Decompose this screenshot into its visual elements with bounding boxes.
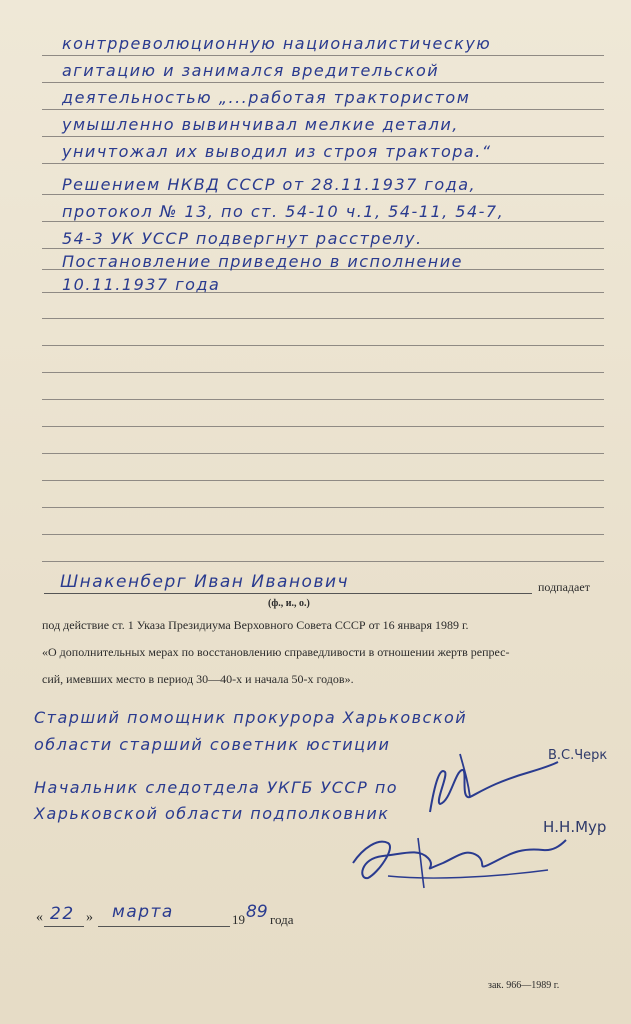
day-underline	[44, 926, 84, 927]
ruled-line	[42, 109, 604, 110]
decision-line: Решением НКВД СССР от 28.11.1937 года,	[62, 175, 477, 194]
prosecutor-title-line: области старший советник юстиции	[34, 735, 391, 754]
ruled-line	[42, 399, 604, 400]
fio-caption: (ф., и., о.)	[268, 598, 310, 609]
decision-line: 10.11.1937 года	[62, 275, 221, 294]
ruled-line	[42, 136, 604, 137]
rehab-text-line: «О дополнительных мерах по восстановлению справедливости в отношении жертв репрес-	[42, 645, 510, 659]
date-month: марта	[112, 902, 174, 922]
date-day: 22	[50, 904, 75, 924]
body-line: уничтожал их выводил из строя трактора.“	[62, 142, 492, 161]
year-prefix: 19	[232, 912, 245, 927]
ruled-line	[42, 345, 604, 346]
kgb-title-line: Харьковской области подполковник	[34, 804, 390, 823]
podpadaet-label: подпадает	[538, 580, 590, 594]
ruled-line	[42, 426, 604, 427]
ruled-line	[42, 248, 604, 249]
ruled-line	[42, 534, 604, 535]
ruled-line	[42, 453, 604, 454]
ruled-line	[42, 372, 604, 373]
body-line: умышленно вывинчивал мелкие детали,	[62, 115, 459, 134]
decision-line: Постановление приведено в исполнение	[62, 252, 464, 271]
body-line: деятельностью „...работая трактористом	[62, 88, 471, 107]
body-line: контрреволюционную националистическую	[62, 34, 492, 53]
body-line: агитацию и занимался вредительской	[62, 61, 440, 80]
decision-line: протокол № 13, по ст. 54-10 ч.1, 54-11, 54-7,	[62, 202, 505, 221]
rehab-text-line: сий, имевших место в период 30—40-х и начала 50-х годов».	[42, 672, 354, 686]
ruled-line	[42, 480, 604, 481]
date-close-quote: »	[86, 910, 93, 925]
date-open-quote: «	[36, 910, 43, 925]
ruled-line	[42, 82, 604, 83]
month-underline	[98, 926, 230, 927]
ruled-line	[42, 194, 604, 195]
ruled-line	[42, 318, 604, 319]
print-order-footer: зак. 966—1989 г.	[488, 980, 560, 991]
kgb-signature	[348, 818, 568, 898]
goda-label: года	[270, 912, 294, 927]
rehab-text-line: под действие ст. 1 Указа Президиума Верховного Совета СССР от 16 января 1989 г.	[42, 618, 469, 632]
year-suffix: 89	[246, 902, 268, 922]
person-name: Шнакенберг Иван Иванович	[60, 572, 350, 592]
kgb-officer-name: Н.Н.Мур	[543, 818, 607, 836]
kgb-title-line: Начальник следотдела УКГБ УССР по	[34, 778, 399, 797]
ruled-line	[42, 221, 604, 222]
ruled-line	[42, 163, 604, 164]
ruled-line	[42, 507, 604, 508]
ruled-line	[42, 55, 604, 56]
name-underline	[44, 593, 532, 594]
prosecutor-signature	[400, 742, 560, 827]
decision-line: 54-3 УК УССР подвергнут расстрелу.	[62, 229, 423, 248]
prosecutor-name: В.С.Черк	[548, 748, 608, 763]
ruled-line	[42, 561, 604, 562]
prosecutor-title-line: Старший помощник прокурора Харьковской	[34, 708, 468, 727]
